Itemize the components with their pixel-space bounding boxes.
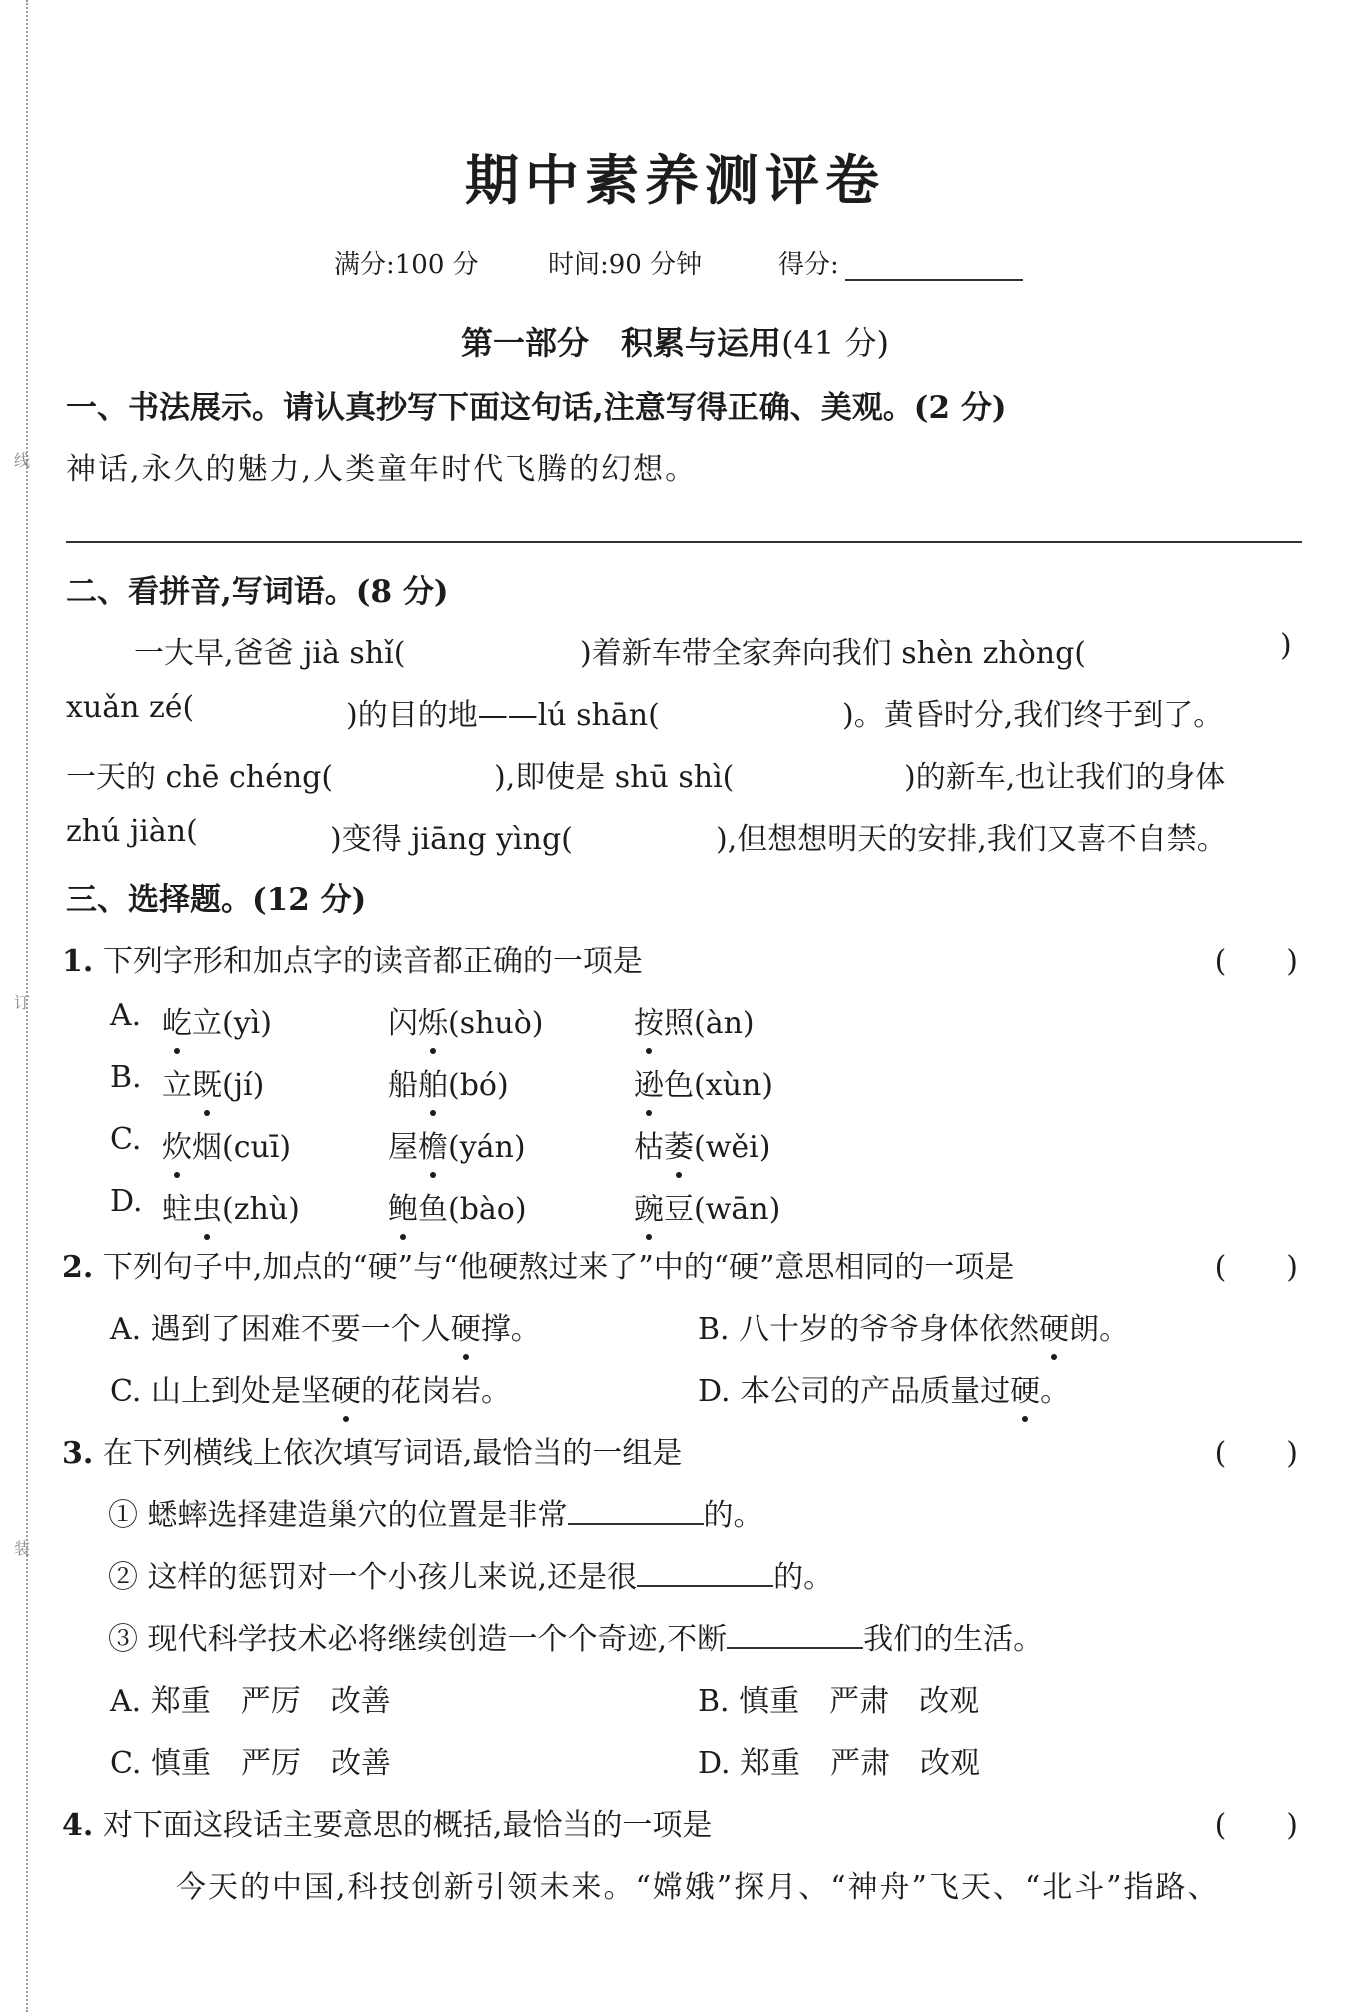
- option-text: 的花岗岩。: [360, 1374, 511, 1409]
- q2-line3-b: ),即使是 shū shì(: [494, 760, 735, 795]
- q2-line2-b: )的目的地——lú shān(: [346, 698, 660, 733]
- q1-sentence: 神话,永久的魅力,人类童年时代飞腾的幻想。: [66, 452, 698, 487]
- q2-line1-c: ): [1280, 628, 1292, 663]
- option-label: A.: [110, 1312, 142, 1347]
- dotted-char: 屹: [162, 998, 192, 1042]
- fill-blank[interactable]: [568, 1503, 704, 1525]
- option-text: 八十岁的爷爷身体依然: [739, 1312, 1040, 1347]
- dotted-char: 虫: [192, 1184, 222, 1228]
- dotted-char: 硬: [451, 1304, 481, 1348]
- dotted-char: 炊: [162, 1122, 192, 1166]
- sentence-text: 我们的生活。: [863, 1622, 1044, 1657]
- option-text: 山上到处是坚: [150, 1374, 331, 1409]
- fill-blank[interactable]: [637, 1565, 773, 1587]
- option-label: B.: [698, 1312, 730, 1347]
- dotted-char: 鲍: [388, 1184, 418, 1228]
- answer-paren[interactable]: ( ): [1214, 1808, 1298, 1843]
- question-stem: 下列字形和加点字的读音都正确的一项是: [102, 944, 643, 979]
- score-label: 得分:: [778, 250, 839, 280]
- q3-4-passage: 今天的中国,科技创新引领未来。“嫦娥”探月、“神舟”飞天、“北斗”指路、: [176, 1870, 1220, 1905]
- q2-line4-b: )变得 jiāng yìng(: [330, 822, 573, 857]
- edge-mark: 订: [14, 993, 31, 1012]
- question-number: 2.: [62, 1250, 94, 1285]
- q3-3-sentence-2: [108, 1552, 833, 1596]
- part-label: 第一部分 积累与运用: [461, 324, 782, 362]
- option-text: (bó): [448, 1068, 509, 1103]
- page-title: 期中素养测评卷: [465, 148, 885, 212]
- q3-3-sentence-1: [108, 1490, 764, 1534]
- answer-paren[interactable]: ( ): [1214, 1436, 1298, 1471]
- q2-heading: 二、看拼音,写词语。(8 分): [66, 574, 449, 610]
- option-text: 屋: [388, 1130, 418, 1165]
- q3-3-option-a[interactable]: A. 郑重 严厉 改善: [110, 1684, 391, 1719]
- option-text: (zhù): [222, 1192, 300, 1227]
- q2-line3-a: 一天的 chē chéng(: [66, 760, 334, 795]
- option-word: [388, 1060, 509, 1104]
- answer-paren[interactable]: ( ): [1214, 944, 1298, 979]
- option-text: 色(xùn): [664, 1068, 773, 1103]
- edge-mark: 装: [14, 1539, 31, 1558]
- option-text: (wěi): [694, 1130, 771, 1165]
- q2-line1-a: 一大早,爸爸 jià shǐ(: [134, 636, 406, 671]
- option-word: [634, 1122, 770, 1166]
- option-text: 。: [1040, 1374, 1071, 1409]
- q3-2-option-b[interactable]: [698, 1304, 1129, 1348]
- option-word: [162, 1060, 264, 1104]
- sentence-text: 的。: [773, 1560, 834, 1595]
- q3-3-option-d[interactable]: D. 郑重 严肃 改观: [698, 1746, 981, 1781]
- q3-3-sentence-3: [108, 1614, 1043, 1658]
- dotted-char: 萎: [664, 1122, 694, 1166]
- option-text: 立(yì): [192, 1006, 272, 1041]
- option-text: 朗。: [1069, 1312, 1130, 1347]
- option-word: [162, 998, 272, 1042]
- question-stem: 下列句子中,加点的“硬”与“他硬熬过来了”中的“硬”意思相同的一项是: [102, 1250, 1015, 1285]
- option-label[interactable]: A.: [110, 998, 142, 1033]
- q2-line2-c: )。黄昏时分,我们终于到了。: [842, 698, 1224, 733]
- question-number: 3.: [62, 1436, 94, 1471]
- option-label[interactable]: C.: [110, 1122, 142, 1157]
- option-text: 闪: [388, 1006, 418, 1041]
- option-text: 枯: [634, 1130, 664, 1165]
- q3-1-stem: [62, 936, 643, 980]
- score-blank[interactable]: [845, 253, 1023, 281]
- option-word: [634, 1060, 773, 1104]
- option-text: 蛀: [162, 1192, 192, 1227]
- q3-3-stem: [62, 1428, 682, 1472]
- option-text: 船: [388, 1068, 418, 1103]
- option-label[interactable]: D.: [110, 1184, 143, 1219]
- sentence-text: ③ 现代科学技术必将继续创造一个个奇迹,不断: [108, 1622, 728, 1657]
- option-word: [162, 1184, 300, 1228]
- dotted-char: 硬: [1039, 1304, 1069, 1348]
- option-word: [162, 1122, 291, 1166]
- option-word: [634, 1184, 780, 1228]
- time-limit: 时间:90 分钟: [548, 250, 703, 280]
- option-label[interactable]: B.: [110, 1060, 142, 1095]
- q2-line4-a: zhú jiàn(: [66, 814, 198, 849]
- question-stem: 在下列横线上依次填写词语,最恰当的一组是: [102, 1436, 683, 1471]
- q3-2-option-d[interactable]: [698, 1366, 1070, 1410]
- option-word: [634, 998, 755, 1042]
- edge-mark: 线: [14, 451, 31, 470]
- dotted-char: 檐: [418, 1122, 448, 1166]
- option-label: C.: [110, 1374, 142, 1409]
- q3-2-option-a[interactable]: [110, 1304, 541, 1348]
- q3-3-option-b[interactable]: B. 慎重 严肃 改观: [698, 1684, 980, 1719]
- writing-line[interactable]: [66, 541, 1302, 543]
- dotted-char: 既: [192, 1060, 222, 1104]
- option-word: [388, 1184, 527, 1228]
- option-word: [388, 998, 544, 1042]
- option-text: 烟(cuī): [192, 1130, 292, 1165]
- sentence-text: 的。: [703, 1498, 764, 1533]
- q1-heading: 一、书法展示。请认真抄写下面这句话,注意写得正确、美观。(2 分): [66, 390, 1007, 426]
- dotted-char: 按: [634, 998, 664, 1042]
- option-label: D.: [698, 1374, 731, 1409]
- question-number: 4.: [62, 1808, 94, 1843]
- q2-line2-a: xuǎn zé(: [66, 690, 195, 725]
- sentence-text: ① 蟋蟀选择建造巢穴的位置是非常: [108, 1498, 568, 1533]
- q3-heading: 三、选择题。(12 分): [66, 882, 367, 918]
- option-text: 本公司的产品质量过: [740, 1374, 1011, 1409]
- fill-blank[interactable]: [727, 1627, 863, 1649]
- option-text: 撑。: [480, 1312, 541, 1347]
- option-text: 照(àn): [664, 1006, 755, 1041]
- sentence-text: ② 这样的惩罚对一个小孩儿来说,还是很: [108, 1560, 638, 1595]
- option-text: 鱼(bào): [418, 1192, 527, 1227]
- part-points: (41 分): [781, 324, 889, 362]
- q2-line1-b: )着新车带全家奔向我们 shèn zhòng(: [580, 636, 1086, 671]
- option-text: 立: [162, 1068, 192, 1103]
- dotted-char: 烁: [418, 998, 448, 1042]
- answer-paren[interactable]: ( ): [1214, 1250, 1298, 1285]
- dotted-char: 舶: [418, 1060, 448, 1104]
- dotted-char: 硬: [1010, 1366, 1040, 1410]
- question-stem: 对下面这段话主要意思的概括,最恰当的一项是: [102, 1808, 713, 1843]
- q2-line3-c: )的新车,也让我们的身体: [904, 760, 1226, 795]
- option-text: (jí): [222, 1068, 265, 1103]
- q3-2-stem: [62, 1242, 1014, 1286]
- option-text: (yán): [448, 1130, 526, 1165]
- full-score: 满分:100 分: [334, 250, 479, 280]
- dotted-char: 豌: [634, 1184, 664, 1228]
- q3-2-option-c[interactable]: [110, 1366, 511, 1410]
- option-word: [388, 1122, 526, 1166]
- q2-line4-c: ),但想想明天的安排,我们又喜不自禁。: [716, 822, 1227, 857]
- q3-3-option-c[interactable]: C. 慎重 严厉 改善: [110, 1746, 391, 1781]
- option-text: 豆(wān): [664, 1192, 781, 1227]
- q3-4-stem: [62, 1800, 712, 1844]
- part-heading: [0, 318, 1350, 364]
- dotted-char: 逊: [634, 1060, 664, 1104]
- dotted-char: 硬: [331, 1366, 361, 1410]
- option-text: (shuò): [448, 1006, 544, 1041]
- score-field: [778, 244, 1023, 281]
- option-text: 遇到了困难不要一个人: [150, 1312, 451, 1347]
- question-number: 1.: [62, 944, 94, 979]
